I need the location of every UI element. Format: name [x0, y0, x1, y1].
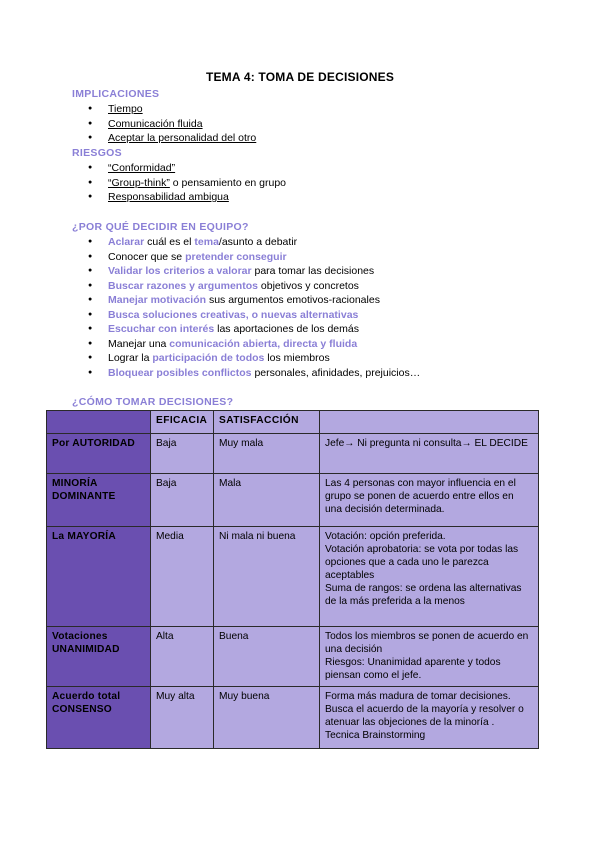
highlight-text: tema: [194, 236, 219, 248]
highlight-text: Escuchar con interés: [108, 323, 215, 335]
highlight-text: participación de todos: [152, 352, 265, 364]
item-text: “Group-think”: [108, 176, 170, 189]
list-item: ● Aclarar cuál es el tema/asunto a debatir: [88, 235, 420, 250]
list-item: ● Conocer que se pretender conseguir: [88, 250, 420, 265]
row-heading: Votaciones UNANIMIDAD: [47, 627, 151, 687]
list-item: [88, 117, 256, 132]
cell-satisfaccion: Ni mala ni buena: [214, 527, 320, 627]
list-item: ● Buscar razones y argumentos objetivos y concretos: [88, 279, 420, 294]
por-que-list: [88, 235, 420, 380]
column-header-satisfaccion: SATISFACCIÓN: [214, 411, 320, 434]
cell-satisfaccion: Muy buena: [214, 687, 320, 749]
implicaciones-list: [88, 102, 256, 146]
list-item: [88, 102, 256, 117]
cell-eficacia: Media: [151, 527, 214, 627]
highlight-text: Manejar motivación: [108, 294, 207, 306]
highlight-text: pretender conseguir: [185, 250, 287, 263]
item-text-rest: o pensamiento en grupo: [169, 176, 287, 189]
cell-satisfaccion: Muy mala: [214, 434, 320, 474]
como-heading: ¿CÓMO TOMAR DECISIONES?: [72, 396, 234, 408]
por-que-heading: ¿POR QUÉ DECIDIR EN EQUIPO?: [72, 221, 249, 233]
column-header-eficacia: EFICACIA: [151, 411, 214, 434]
decision-table: [46, 410, 539, 749]
page-title: TEMA 4: TOMA DE DECISIONES: [205, 70, 395, 84]
list-item: [88, 190, 286, 205]
item-text: Comunicación fluida: [108, 117, 203, 130]
table-header-row: [47, 411, 539, 434]
table-header-corner: [47, 411, 151, 434]
list-item: ● Lograr la participación de todos los miembros: [88, 351, 420, 366]
table-row: [47, 474, 539, 527]
cell-eficacia: Baja: [151, 474, 214, 527]
list-item: ● Manejar una comunicación abierta, directa y fluida: [88, 337, 420, 352]
highlight-text: Aclarar: [108, 236, 145, 248]
cell-eficacia: Baja: [151, 434, 214, 474]
row-heading: Por AUTORIDAD: [47, 434, 151, 474]
item-text: Tiempo: [108, 103, 143, 115]
cell-description: Forma más madura de tomar decisiones. Busca el acuerdo de la mayoría y resolver o atenuar las objeciones de la minoría . Tecnica Brainstorming: [320, 687, 539, 749]
list-item: ● Escuchar con interés las aportaciones de los demás: [88, 322, 420, 337]
cell-description: Jefe→ Ni pregunta ni consulta→ EL DECIDE: [320, 434, 539, 474]
list-item: ● Bloquear posibles conflictos personales, afinidades, prejuicios…: [88, 366, 420, 381]
cell-eficacia: Alta: [151, 627, 214, 687]
table-row: [47, 527, 539, 627]
list-item: ● Validar los criterios a valorar para tomar las decisiones: [88, 264, 420, 279]
row-heading: MINORÍA DOMINANTE: [47, 474, 151, 527]
highlight-text: Validar los criterios a valorar: [108, 265, 252, 277]
cell-satisfaccion: Buena: [214, 627, 320, 687]
list-item: [88, 131, 256, 146]
cell-description: Votación: opción preferida. Votación aprobatoria: se vota por todas las opciones que a cada uno le parezca aceptables Suma de rangos: se ordena las alternativas de la más preferida a la menos: [320, 527, 539, 627]
item-text: “Conformidad”: [108, 162, 176, 174]
item-text: Aceptar la personalidad del otro: [108, 132, 257, 144]
cell-description: Las 4 personas con mayor influencia en el grupo se ponen de acuerdo entre ellos en una decisión determinada.: [320, 474, 539, 527]
riesgos-list: [88, 161, 286, 205]
list-item: [88, 308, 420, 323]
table-row: [47, 687, 539, 749]
cell-eficacia: Muy alta: [151, 687, 214, 749]
riesgos-heading: RIESGOS: [72, 147, 122, 159]
table-row: [47, 627, 539, 687]
highlight-text: Bloquear posibles conflictos: [108, 366, 252, 379]
column-header-description: [320, 411, 539, 434]
list-item: [88, 161, 286, 176]
list-item: ● Manejar motivación sus argumentos emotivos-racionales: [88, 293, 420, 308]
highlight-text: Buscar razones y argumentos: [108, 279, 258, 292]
highlight-text: Busca soluciones creativas, o nuevas alternativas: [108, 308, 359, 321]
list-item: [88, 176, 286, 191]
row-heading: La MAYORÍA: [47, 527, 151, 627]
table-row: [47, 434, 539, 474]
highlight-text: comunicación abierta, directa y fluida: [169, 337, 358, 350]
implicaciones-heading: IMPLICACIONES: [72, 88, 160, 100]
row-heading: Acuerdo total CONSENSO: [47, 687, 151, 749]
item-text: Responsabilidad ambigua: [108, 191, 229, 203]
cell-satisfaccion: Mala: [214, 474, 320, 527]
cell-description: Todos los miembros se ponen de acuerdo en una decisión Riesgos: Unanimidad aparente y todos piensan como el jefe.: [320, 627, 539, 687]
